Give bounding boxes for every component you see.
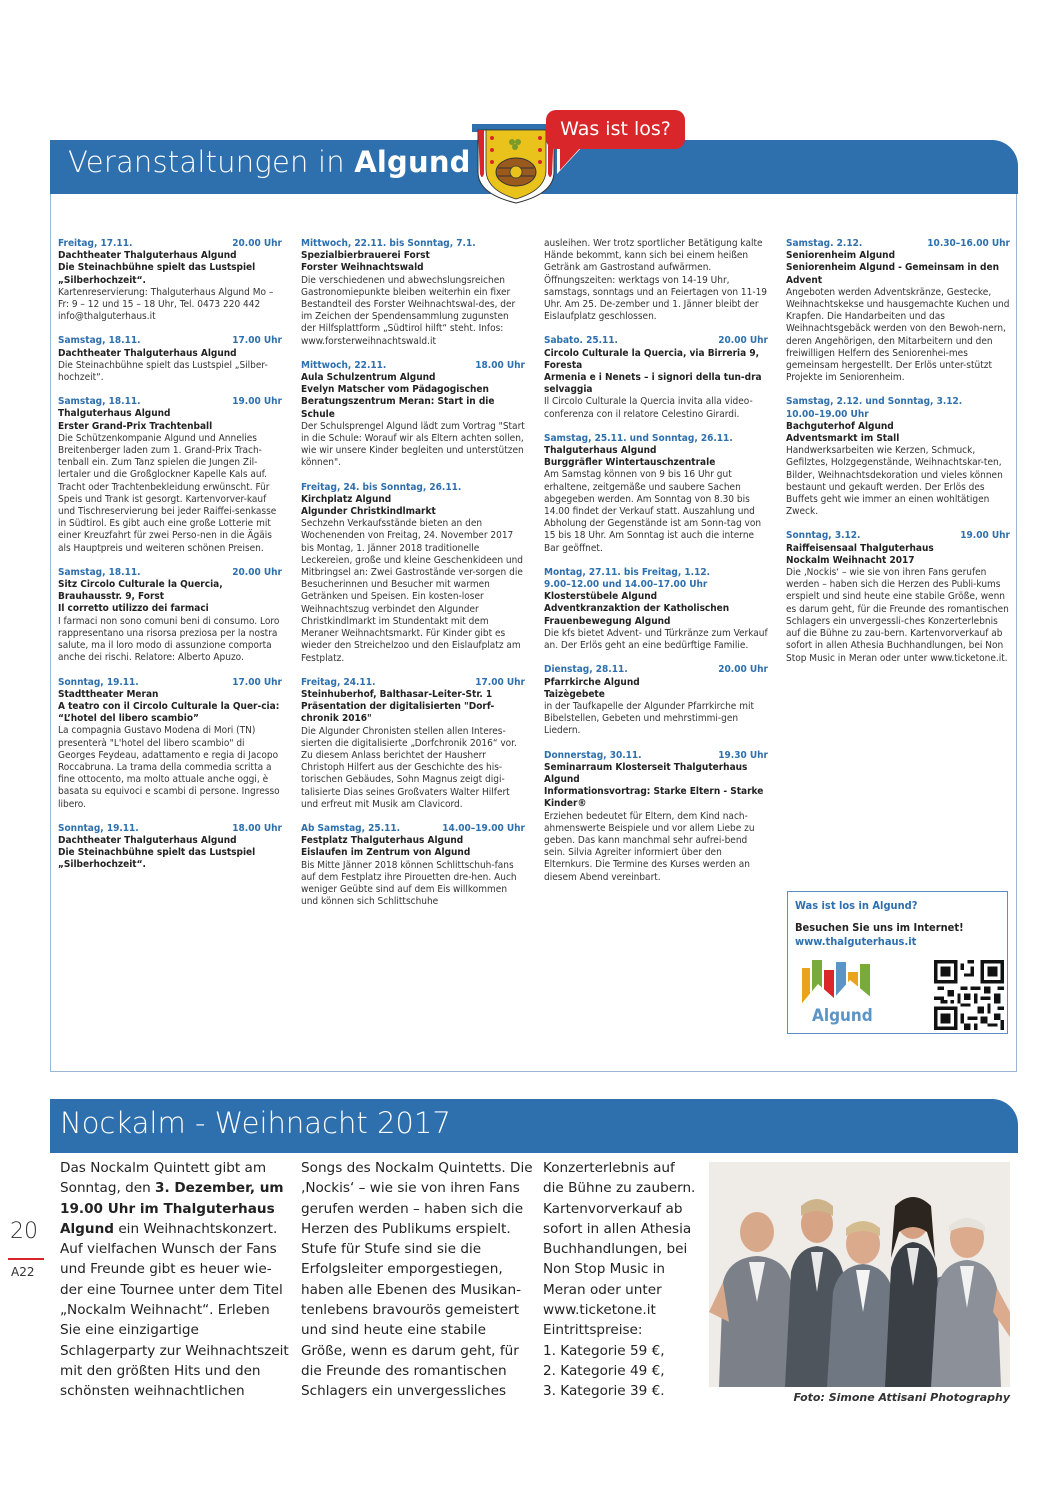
algund-logo bbox=[798, 958, 884, 1028]
article-line: www.ticketone.it bbox=[543, 1302, 656, 1319]
event-title: Dachtheater Thalguterhaus Algund bbox=[58, 347, 237, 359]
event-date-time bbox=[58, 567, 282, 579]
article-line: Konzerterlebnis auf bbox=[543, 1160, 675, 1176]
page-number: 20 bbox=[10, 1219, 38, 1244]
event-date-time bbox=[544, 433, 768, 445]
event-date: Samstag, 18.11. bbox=[58, 566, 141, 578]
event-description: Die Schützenkompanie Algund und Annelies Breitenberger laden zum 1. Grand-Prix Trach-tenball ein. Zum Tanz spielen die Jungen Zil-lertaler und die Großglockner Kapelle Kals auf. Tracht oder Trachtenbekleidung erwünscht. Für Speis und Trank ist gesorgt. Kartenvorver-kauf und Tischreservierung bei jeder Raiffei-senkasse in Südtirol. Es gibt auch eine große Lotterie mit einer Kreuzfahrt für zwei Perso-nen in die Ägäis als Hauptpreis und weiteren schönen Preisen. bbox=[58, 432, 277, 554]
article-line: Kartenvorverkauf ab bbox=[543, 1200, 683, 1217]
events-column-3 bbox=[544, 238, 768, 896]
event-item bbox=[58, 823, 282, 872]
photo-caption: Foto: Simone Attisani Photography bbox=[793, 1391, 1010, 1404]
event-description: Bis Mitte Jänner 2018 können Schlittschuh-fans auf dem Festplatz ihre Pirouetten dre-hen. Auch weniger Geübte sind auf dem Eis willkommen und können sich Schlittschuhe bbox=[301, 859, 517, 908]
event-title: Bachguterhof Algund Adventsmarkt im Stall bbox=[786, 420, 900, 445]
article-line: Non Stop Music in bbox=[543, 1261, 666, 1278]
event-time: 19.30 Uhr bbox=[718, 749, 768, 761]
nockalm-header-bar bbox=[50, 1099, 1018, 1153]
event-date-time bbox=[544, 335, 768, 347]
event-date-time bbox=[301, 360, 525, 372]
event-item bbox=[58, 677, 282, 811]
event-description: Die ‚Nockis‘ – wie sie von ihren Fans gerufen werden – haben sich die Herzen des Publi-kums erspielt und sind heute eine stabile Größe, wenn es darum geht, für die Freunde des romantischen Schlagers ein unvergessli-ches Konzerterlebnis auf die Bühne zu zau-bern. Kartenvorverkauf ab sofort in allen Athesia Buchhandlungen, bei Non Stop Music in Meran oder unter www.ticketone.it. bbox=[786, 567, 1009, 664]
event-date: Freitag, 17.11. bbox=[58, 238, 133, 249]
event-item bbox=[786, 396, 1010, 518]
event-description: I farmaci non sono comuni beni di consumo. Loro rappresentano una risorsa preziosa per la nostra salute, ma il loro modo di assunzione comporta anche dei rischi. Relatore: Alberto Apuzo. bbox=[58, 615, 280, 664]
event-date-time bbox=[786, 530, 1010, 542]
event-date: Freitag, 24.11. bbox=[301, 676, 376, 688]
event-date: Samstag, 18.11. bbox=[58, 396, 141, 408]
event-item bbox=[58, 396, 282, 555]
event-title: Thalguterhaus Algund Erster Grand-Prix Trachtenball bbox=[58, 408, 213, 432]
event-time: 18.00 Uhr bbox=[475, 359, 525, 371]
article-line: die Bühne zu zaubern. bbox=[543, 1180, 696, 1197]
article-line: Eintrittspreise: bbox=[543, 1322, 643, 1339]
qr-code-icon[interactable] bbox=[934, 960, 1004, 1030]
event-date-time bbox=[58, 823, 282, 835]
event-date-time bbox=[544, 567, 768, 591]
event-date-time bbox=[58, 396, 282, 408]
event-date: Samstag. 2.12. bbox=[786, 238, 863, 249]
nockalm-band-photo bbox=[709, 1162, 1010, 1387]
event-date: Sonntag, 19.11. bbox=[58, 676, 139, 688]
event-date-time bbox=[301, 677, 525, 689]
event-time: 17.00 Uhr bbox=[475, 676, 525, 688]
event-description: Erziehen bedeutet für Eltern, dem Kind nach-ahmenswerte Beispiele und vor allem Liebe zu geben. Das kann manchmal sehr aufrei-bend sein. Silvia Agreiter informiert über den Elternkurs. Die Termine des Kurses werden an diesem Abend vereinbart. bbox=[544, 810, 755, 883]
event-date: Dienstag, 28.11. bbox=[544, 664, 628, 676]
event-description: Angeboten werden Adventskränze, Gestecke, Weihnachtskekse und hausgemachte Kuchen und Krapfen. Die Handarbeiten und das Weihnachtsgebäck werden von den Bewoh-nern, deren Angehörigen, den Mitarbeitern und den freiwilligen Helfern des Seniorenhei-mes gemeinsam hergestellt. Der Erlös unter-stützt Projekte im Seniorenheim. bbox=[786, 286, 1010, 384]
event-description: Die verschiedenen und abwechslungsreichen Gastronomiepunkte bleiben weiterhin ein fixer Bestandteil des Forster Weihnachtswal-des, der im Zeichen der Spendensammlung zugunsten der Hilfsplattform „Südtirol hilft“ steht. Infos: www.forsterweihnachtswald.it bbox=[301, 274, 516, 347]
event-date-time bbox=[786, 238, 1010, 250]
article-highlight: 3. Dezember, um 19.00 Uhr im Thalguterhaus Algund bbox=[60, 1180, 284, 1237]
event-description: Die Steinachbühne spielt das Lustspiel „Silber-hochzeit“. bbox=[58, 359, 268, 384]
article-line: sofort in allen Athesia bbox=[543, 1220, 692, 1237]
event-item bbox=[301, 482, 525, 665]
algund-info-box bbox=[787, 891, 1008, 1034]
event-item bbox=[544, 664, 768, 737]
nockalm-title: Nockalm - Weihnacht 2017 bbox=[60, 1106, 451, 1140]
event-time: 20.00 Uhr bbox=[232, 238, 282, 249]
info-heading: Was ist los in Algund? bbox=[795, 899, 918, 912]
event-date-time bbox=[544, 664, 768, 676]
article-column-2: Songs des Nockalm Quintetts. Die ‚Nockis‘ – wie sie von ihren Fans gerufen werden – haben sich die Herzen des Publikums erspielt. Stufe für Stufe sind sie die Erfolgsleiter emporgestiegen, haben alle Ebenen des Musikan-tenlebens bravourös gemeistert und sind heute eine stabile Größe, wenn es darum geht, für die Freunde des romantischen Schlagers ein unvergessliches bbox=[301, 1160, 533, 1400]
article-line: 2. Kategorie 49 €, bbox=[543, 1362, 665, 1379]
event-item bbox=[58, 238, 282, 323]
event-title: Klosterstübele Algund Adventkranzaktion der Katholischen Frauenbewegung Algund bbox=[544, 591, 730, 627]
event-title: Dachtheater Thalguterhaus Algund Die Steinachbühne spielt das Lustspiel „Silberhochzeit“. bbox=[58, 250, 256, 286]
event-item bbox=[301, 677, 525, 811]
event-title: Stadttheater Meran A teatro con il Circolo Culturale la Quer-cia: “L’hotel del libero scambio” bbox=[58, 688, 280, 725]
event-date: Freitag, 24. bis Sonntag, 26.11. bbox=[301, 481, 462, 493]
event-date-time bbox=[58, 335, 282, 347]
event-date-time bbox=[786, 396, 1010, 420]
event-title: Dachtheater Thalguterhaus Algund Die Steinachbühne spielt das Lustspiel „Silberhochzeit“. bbox=[58, 834, 256, 871]
event-time: 19.00 Uhr bbox=[960, 530, 1010, 542]
logo-wordmark: Algund bbox=[812, 1006, 873, 1026]
event-item bbox=[544, 238, 768, 323]
event-title: Sitz Circolo Culturale la Quercia, Brauhausstr. 9, Forst Il corretto utilizzo dei farmaci bbox=[58, 579, 223, 615]
event-date: Donnerstag, 30.11. bbox=[544, 749, 642, 761]
article-column-3 bbox=[543, 1158, 703, 1402]
article-line: Meran oder unter bbox=[543, 1281, 662, 1298]
event-date: Samstag, 2.12. und Sonntag, 3.12. 10.00–19.00 Uhr bbox=[786, 396, 963, 420]
event-description: Die kfs bietet Advent- und Türkränze zum Verkauf an. Der Erlös geht an eine bedürftige Familie. bbox=[544, 627, 768, 652]
event-item bbox=[301, 238, 525, 348]
bubble-tail bbox=[560, 146, 582, 170]
event-description: Il Circolo Culturale la Quercia invita alla video-conferenza con il relatore Celestino Girardi. bbox=[544, 396, 753, 420]
event-title: Spezialbierbrauerei Forst Forster Weihnachtswald bbox=[301, 250, 430, 274]
article-column-1: Das Nockalm Quintett gibt am Sonntag, den 3. Dezember, um 19.00 Uhr im Thalguterhaus Algund ein Weihnachtskonzert. Auf vielfachen Wunsch der Fans und Freunde gibt es heuer wie-der eine Tournee unter dem Titel „Nockalm Weihnacht“. Erleben Sie eine einzigartige Schlagerparty zur Weihnachtszeit mit den größten Hits und den schönsten weihnachtlichen bbox=[60, 1160, 289, 1400]
event-title: Kirchplatz Algund Algunder Christkindlmarkt bbox=[301, 493, 436, 518]
event-date: Sonntag, 3.12. bbox=[786, 530, 861, 542]
info-url-link[interactable]: www.thalguterhaus.it bbox=[795, 935, 917, 948]
event-item bbox=[544, 750, 768, 884]
event-date: Mittwoch, 22.11. bis Sonntag, 7.1. bbox=[301, 238, 476, 249]
event-time: 17.00 Uhr bbox=[232, 335, 282, 347]
event-item bbox=[301, 823, 525, 908]
event-time: 20.00 Uhr bbox=[232, 566, 282, 578]
events-title: Veranstaltungen in Algund bbox=[68, 145, 471, 179]
event-date: Sabato. 25.11. bbox=[544, 335, 618, 347]
event-date: Mittwoch, 22.11. bbox=[301, 359, 387, 371]
event-description: Die Algunder Chronisten stellen allen Interes-sierten die digitalisierte „Dorfchronik 2016“ vor. Zu diesem Anlass berichtet der Hausherr Christoph Hilfert aus der Geschichte des his-torischen Gebäudes, Sohn Magnus zeigt digi-talisierte Dias seines Großvaters Walter Hilfert und erfreut mit Musik am Clavicord. bbox=[301, 725, 517, 810]
event-date: Ab Samstag, 25.11. bbox=[301, 822, 401, 834]
event-date: Samstag, 25.11. und Sonntag, 26.11. bbox=[544, 432, 733, 444]
event-time: 19.00 Uhr bbox=[232, 396, 282, 408]
event-title: Thalguterhaus Algund Burggräfler Wintertauschzentrale bbox=[544, 445, 716, 469]
event-time: 20.00 Uhr bbox=[718, 664, 768, 676]
event-description: Sechzehn Verkaufsstände bieten an den Wochenenden von Freitag, 24. November 2017 bis Montag, 1. Jänner 2018 traditionelle Leckereien, große und kleine Geschenkideen und Mitbringsel an: Zwei Gastrostände ver-sorgen die Besucherinnen und Besucher mit warmen Getränken und Speisen. Ein kosten-loser Weihnachtszug verbindet den Algunder Christkindlmarkt im Stundentakt mit dem Meraner Weihnachtsmarkt. Für Kinder gibt es wieder den Streichelzoo und den Eislaufplatz am Festplatz. bbox=[301, 518, 524, 664]
event-title: Seminarraum Klosterseit Thalguterhaus Algund Informationsvortrag: Starke Eltern - Starke Kinder® bbox=[544, 761, 764, 810]
page-number-divider bbox=[8, 1258, 44, 1260]
event-title: Festplatz Thalguterhaus Algund Eislaufen im Zentrum von Algund bbox=[301, 835, 471, 859]
event-date-time bbox=[301, 823, 525, 835]
event-item bbox=[544, 433, 768, 555]
event-title: Seniorenheim Algund Seniorenheim Algund - Gemeinsam in den Advent bbox=[786, 250, 999, 286]
event-title: Steinhuberhof, Balthasar-Leiter-Str. 1 Präsentation der digitalisierten "Dorf-chronik 2016" bbox=[301, 688, 495, 725]
algund-logo-icon bbox=[798, 958, 884, 1008]
event-description: in der Taufkapelle der Algunder Pfarrkirche mit Bibelstellen, Gebeten und mehrstimmi-gen Liedern. bbox=[544, 700, 754, 737]
event-date: Sonntag, 19.11. bbox=[58, 822, 139, 834]
event-description: La compagnia Gustavo Modena di Mori (TN) presenterà "L'hotel del libero scambio" di Georges Feydeau, adattamento e regia di Jacopo Roccabruna. La trama della commedia scritta a fine ottocento, ma molto attuale anche oggi, è basata su equivoci e scambi di persone. Ingresso libero. bbox=[58, 725, 280, 810]
event-description: ausleihen. Wer trotz sportlicher Betätigung kalte Hände bekommt, kann sich bei einem heißen Getränk am Gastrostand aufwärmen. Öffnungszeiten: werktags von 14-19 Uhr, samstags, sonntags und an Feiertagen von 11-19 Uhr. Am 25. De-zember und 1. Jänner bleibt der Eislaufplatz geschlossen. bbox=[544, 238, 768, 323]
event-description: Handwerksarbeiten wie Kerzen, Schmuck, Gefilztes, Holzgegenstände, Weihnachtskar-ten, Bilder, Weihnachtsdekoration und vieles können bestaunt und gekauft werden. Der Erlös des Buffets geht wie immer an einen wohltätigen Zweck. bbox=[786, 445, 1003, 518]
page-code: A22 bbox=[11, 1265, 35, 1279]
events-column-1 bbox=[58, 238, 282, 884]
event-time: 20.00 Uhr bbox=[718, 335, 768, 347]
event-date-time bbox=[58, 238, 282, 250]
event-time: 10.30–16.00 Uhr bbox=[927, 238, 1010, 249]
event-date: Samstag, 18.11. bbox=[58, 335, 141, 347]
event-item bbox=[58, 335, 282, 384]
event-item bbox=[786, 238, 1010, 384]
event-date: Montag, 27.11. bis Freitag, 1.12. 9.00–12.00 und 14.00–17.00 Uhr bbox=[544, 566, 711, 591]
was-ist-los-bubble: Was ist los? bbox=[546, 110, 685, 149]
events-column-2 bbox=[301, 238, 525, 920]
event-item bbox=[786, 530, 1010, 664]
event-date-time bbox=[301, 482, 525, 494]
event-date-time bbox=[301, 238, 525, 250]
band-photo-illustration-icon bbox=[709, 1162, 1010, 1387]
article-line: Buchhandlungen, bei bbox=[543, 1241, 688, 1258]
event-item bbox=[544, 335, 768, 420]
event-date-time bbox=[58, 677, 282, 689]
events-column-4 bbox=[786, 238, 1010, 677]
event-title: Circolo Culturale la Quercia, via Birreria 9, Foresta Armenia e i Nenets – i signori della tun-dra selvaggia bbox=[544, 347, 762, 396]
event-description: Der Schulsprengel Algund lädt zum Vortrag "Start in die Schule: Worauf wir als Eltern achten sollen, wie wir unsere Kinder begleiten und unterstützen können". bbox=[301, 420, 525, 469]
event-description: Kartenreservierung: Thalguterhaus Algund Mo – Fr: 9 – 12 und 15 – 18 Uhr, Tel. 0473 220 442 info@thalguterhaus.it bbox=[58, 286, 274, 323]
event-title: Aula Schulzentrum Algund Evelyn Matscher vom Pädagogischen Beratungszentrum Meran: Start in die Schule bbox=[301, 372, 495, 420]
event-item bbox=[58, 567, 282, 665]
event-time: 17.00 Uhr bbox=[232, 676, 282, 688]
article-line: 3. Kategorie 39 €. bbox=[543, 1383, 665, 1400]
event-time: 18.00 Uhr bbox=[232, 822, 282, 834]
info-line: Besuchen Sie uns im Internet! bbox=[795, 921, 964, 934]
event-time: 14.00–19.00 Uhr bbox=[442, 822, 525, 834]
event-title: Pfarrkirche Algund Taizègebete bbox=[544, 676, 640, 700]
event-date-time bbox=[544, 750, 768, 762]
event-title: Raiffeisensaal Thalguterhaus Nockalm Weihnacht 2017 bbox=[786, 542, 934, 566]
event-item bbox=[301, 360, 525, 470]
article-line: 1. Kategorie 59 €, bbox=[543, 1342, 665, 1359]
event-description: Am Samstag können von 9 bis 16 Uhr gut erhaltene, zeitgemäße und saubere Sachen abgegeben werden. Am Sonntag von 8.30 bis 14.00 findet der Verkauf statt. Auszahlung und Abholung der Gegenstände ist am Sonn-tag von 15 bis 18 Uhr. Am Sonntag ist auch die interne Bar geöffnet. bbox=[544, 469, 762, 554]
event-item bbox=[544, 567, 768, 652]
